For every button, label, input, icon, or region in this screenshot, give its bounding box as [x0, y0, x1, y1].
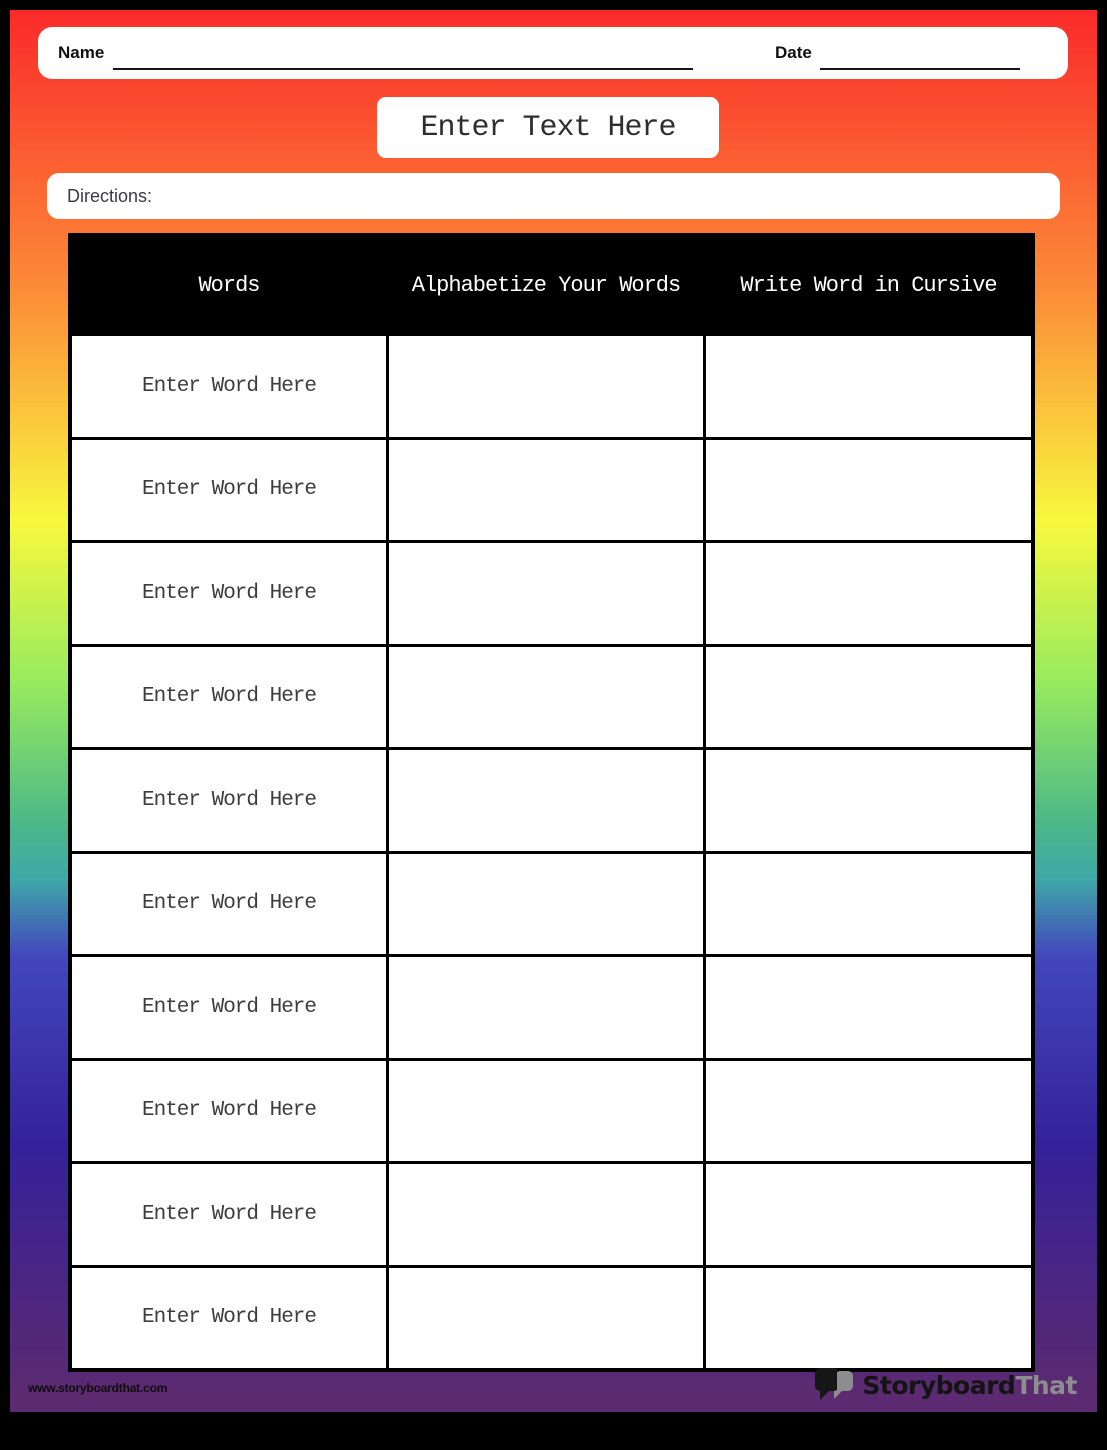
cursive-cell[interactable] — [706, 647, 1031, 748]
name-write-line[interactable] — [113, 68, 693, 70]
word-cell[interactable]: Enter Word Here — [72, 1268, 386, 1369]
alphabetize-cell[interactable] — [389, 440, 703, 541]
cursive-cell[interactable] — [706, 1164, 1031, 1265]
column-header-cursive: Write Word in Cursive — [706, 237, 1031, 333]
alphabetize-cell[interactable] — [389, 336, 703, 437]
brand-storyboard: Storyboard — [862, 1370, 1016, 1400]
word-cell[interactable]: Enter Word Here — [72, 336, 386, 437]
alphabetize-cell[interactable] — [389, 647, 703, 748]
cursive-cell[interactable] — [706, 1061, 1031, 1162]
word-cell[interactable]: Enter Word Here — [72, 1061, 386, 1162]
word-cell[interactable]: Enter Word Here — [72, 440, 386, 541]
alphabetize-cell[interactable] — [389, 543, 703, 644]
word-cell[interactable]: Enter Word Here — [72, 854, 386, 955]
footer-url: www.storyboardthat.com — [28, 1381, 168, 1395]
word-cell[interactable]: Enter Word Here — [72, 1164, 386, 1265]
worksheet-title: Enter Text Here — [420, 110, 676, 145]
cursive-cell[interactable] — [706, 1268, 1031, 1369]
cursive-cell[interactable] — [706, 440, 1031, 541]
column-header-words: Words — [72, 237, 386, 333]
alphabetize-cell[interactable] — [389, 854, 703, 955]
name-label: Name — [58, 43, 105, 62]
storyboardthat-logo — [815, 1368, 1077, 1402]
name-date-bar — [38, 27, 1068, 79]
cursive-cell[interactable] — [706, 336, 1031, 437]
cursive-cell[interactable] — [706, 957, 1031, 1058]
brand-text — [862, 1371, 1077, 1400]
directions-box[interactable] — [47, 173, 1060, 219]
word-cell[interactable]: Enter Word Here — [72, 750, 386, 851]
cursive-cell[interactable] — [706, 543, 1031, 644]
word-cell[interactable]: Enter Word Here — [72, 543, 386, 644]
column-header-alphabetize: Alphabetize Your Words — [389, 237, 703, 333]
alphabetize-cell[interactable] — [389, 1061, 703, 1162]
speech-bubbles-icon — [815, 1368, 855, 1402]
worksheet-title-box[interactable] — [377, 97, 719, 158]
brand-that: That — [1015, 1370, 1077, 1400]
word-cell[interactable]: Enter Word Here — [72, 957, 386, 1058]
alphabetize-cell[interactable] — [389, 750, 703, 851]
date-write-line[interactable] — [820, 68, 1020, 70]
date-label: Date — [775, 43, 812, 62]
directions-label: Directions: — [67, 185, 153, 206]
word-cell[interactable]: Enter Word Here — [72, 647, 386, 748]
cursive-cell[interactable] — [706, 854, 1031, 955]
alphabetize-cell[interactable] — [389, 1268, 703, 1369]
alphabetize-cell[interactable] — [389, 957, 703, 1058]
cursive-cell[interactable] — [706, 750, 1031, 851]
alphabetize-cell[interactable] — [389, 1164, 703, 1265]
worksheet-table — [68, 233, 1035, 1372]
